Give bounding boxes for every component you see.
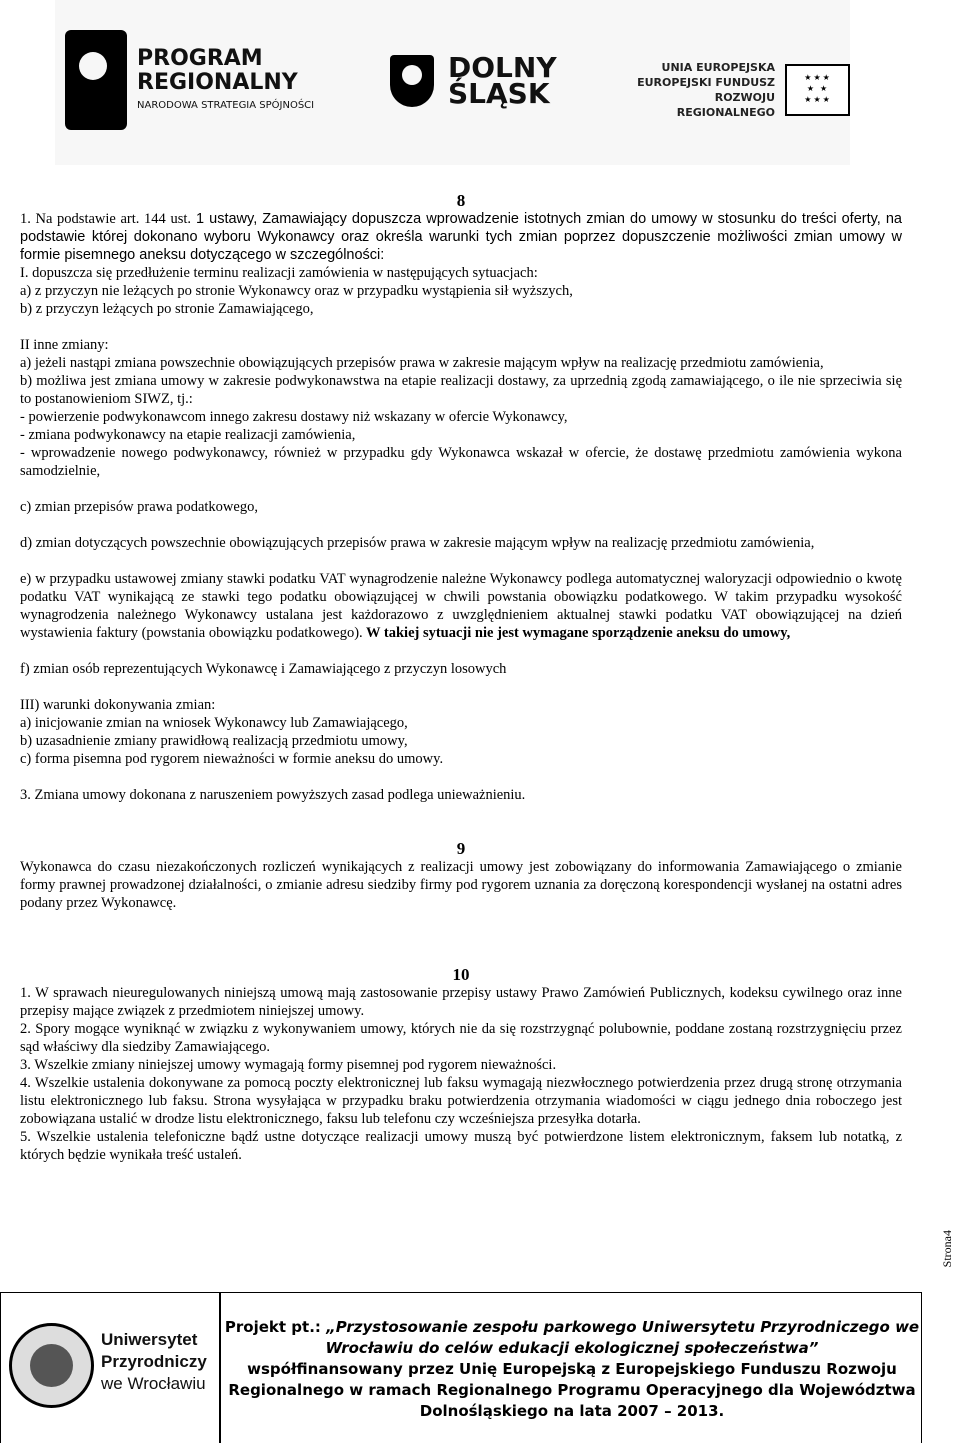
logo1-line1: PROGRAM (137, 46, 263, 71)
section-10-point: 1. W sprawach nieuregulowanych niniejszą umową mają zastosowanie przepisy ustawy Prawo Zamówień Publicznych, kodeksu cywilnego oraz inne przepisy mające związek z przedmiotem niniejszej umowy. (20, 985, 902, 1019)
logo1-line2: REGIONALNY (137, 70, 298, 95)
s8-line: c) forma pisemna pod rygorem nieważności w formie aneksu do umowy. (20, 751, 444, 767)
s8-line: a) jeżeli nastąpi zmiana powszechnie obowiązujących przepisów prawa w zakresie mającym wpływ na realizację przedmiotu zamówienia, (20, 355, 824, 371)
logo2-line2: ŚLĄSK (448, 77, 550, 110)
footer-divider (219, 1293, 221, 1443)
s8-line: d) zmian dotyczących powszechnie obowiązujących przepisów prawa w zakresie mającym wpływ na realizację przedmiotu zamówienia, (20, 535, 815, 551)
logo2-line1: DOLNY (448, 51, 557, 84)
section-8-heading: 8 (456, 191, 466, 210)
section-10-point: 3. Wszelkie zmiany niniejszej umowy wymagają formy pisemnej pod rygorem nieważności. (20, 1057, 557, 1073)
s8-line: b) uzasadnienie zmiany prawidłową realizacją przedmiotu umowy, (20, 733, 408, 749)
page-number-label: Strona4 (940, 1230, 954, 1268)
s8-line: I. dopuszcza się przedłużenie terminu realizacji zamówienia w następujących sytuacjach: (20, 265, 538, 281)
section-10-point: 5. Wszelkie ustalenia telefoniczne bądź ustne dotyczące realizacji umowy muszą być potwierdzone listem elektronicznym, faksem lub notatką, z których będzie wynikała treść ustaleń. (20, 1129, 902, 1163)
project-funding: współfinansowany przez Unię Europejską z Europejskiego Funduszu Rozwoju Regionalnego w ramach Regionalnego Programu Operacyjnego dla Województwa Dolnośląskiego na lata 2007 – 2013. (228, 1360, 916, 1420)
section-9-paragraph: Wykonawca do czasu niezakończonych rozliczeń wynikających z realizacji umowy jest zobowiązany do informowania Zamawiającego o zmianie formy prawnej prowadzonej działalności, o zmianie adresu siedziby firmy pod rygorem uznania za doręczoną korespondencji wysłanej na ostatni adres podany przez Wykonawcę. (20, 859, 902, 911)
university-name-line2: Przyrodniczy (101, 1352, 207, 1371)
eu-flag-icon: ★ ★ ★ ★ ★ ★ ★ ★ (785, 64, 850, 116)
section-10-point: 2. Spory mogące wyniknąć w związku z wykonywaniem umowy, których nie da się rozstrzygnąć polubownie, poddane zostaną rozstrzygnięciu przez sąd właściwy dla siedziby Zamawiającego. (20, 1021, 902, 1055)
s8-line: - zmiana podwykonawcy na etapie realizacji zamówienia, (20, 427, 356, 443)
s8-vat-paragraph (20, 570, 902, 642)
section-8-point-1-start: 1. Na podstawie art. 144 ust. (20, 211, 191, 227)
s8-line: a) inicjowanie zmian na wniosek Wykonawcy lub Zamawiającego, (20, 715, 408, 731)
dolny-slask-logo (390, 51, 557, 110)
project-title: „Przystosowanie zespołu parkowego Uniwersytetu Przyrodniczego we Wrocławiu do celów edukacji ekologicznej społeczeństwa” (325, 1318, 920, 1357)
s8-vat-bold: W takiej sytuacji nie jest wymagane sporządzenie aneksu do umowy, (362, 625, 791, 641)
university-name-line1: Uniwersytet (101, 1330, 198, 1349)
logo3-line2: EUROPEJSKI FUNDUSZ (637, 76, 776, 89)
s8-line: - powierzenie podwykonawcom innego zakresu dostawy niż wskazany w ofercie Wykonawcy, (20, 409, 568, 425)
s8-line: II inne zmiany: (20, 337, 109, 353)
university-seal-icon (9, 1323, 94, 1408)
section-10-heading: 10 (452, 965, 470, 984)
document-body (20, 192, 902, 1164)
eu-logo (625, 60, 850, 120)
project-description (223, 1317, 921, 1422)
s8-vat-text: e) w przypadku ustawowej zmiany stawki podatku VAT wynagrodzenie należne Wykonawcy podlega automatycznej waloryzacji odpowiednio o kwotę podatku VAT wynikającą ze stawki tego podatku obowiązującej w chwili powstania obowiązku podatkowego. W takim przypadku wysokość wynagrodzenia należnego Wykonawcy ustalana jest każdorazowo z uwzględnieniem aktualnej stawki podatku VAT obowiązującej na dzień wystawienia faktury (powstania obowiązku podatkowego). (20, 571, 902, 641)
section-8-point-1 (20, 210, 902, 264)
footer (0, 1292, 922, 1443)
s8-line: a) z przyczyn nie leżących po stronie Wykonawcy oraz w przypadku wystąpienia sił wyższych, (20, 283, 573, 299)
s8-line: b) możliwa jest zmiana umowy w zakresie podwykonawstwa na etapie realizacji dostawy, za uprzednią zgodą zamawiającego, o ile nie sprzeciwia się to postanowieniom SIWZ, tj.: (20, 373, 902, 407)
section-9-heading: 9 (456, 839, 466, 858)
section-10-point: 4. Wszelkie ustalenia dokonywane za pomocą poczty elektronicznej lub faksu wymagają niezwłocznego potwierdzenia przez drugą stronę otrzymania listu elektronicznego lub faksu. Strona wysyłająca w przypadku braku potwierdzenia otrzymania wiadomości w ciągu jednego dnia roboczego jest zobowiązana ustalić w drodze listu elektronicznego, faksu lub telefonu czy wcześniejsza przesyłka dotarła. (20, 1075, 902, 1127)
program-regionalny-emblem-icon (65, 30, 127, 130)
logo1-line3: NARODOWA STRATEGIA SPÓJNOŚCI (137, 100, 315, 111)
logo3-line3: ROZWOJU REGIONALNEGO (676, 91, 776, 119)
s8-line: III) warunki dokonywania zmian: (20, 697, 216, 713)
section-8-point-1-rest: 1 ustawy, Zamawiający dopuszcza wprowadzenie istotnych zmian do umowy w stosunku do treści oferty, na podstawie której dokonano wyboru Wykonawcy oraz określa warunki tych zmian poprzez dopuszczenie możliwości zmian umowy w formie pisemnego aneksu dotyczącego w szczególności: (20, 211, 902, 263)
university-name (101, 1329, 207, 1395)
program-regionalny-logo (65, 30, 314, 130)
university-name-line3: we Wrocławiu (101, 1374, 206, 1393)
s8-line: b) z przyczyn leżących po stronie Zamawiającego, (20, 301, 314, 317)
s8-line: - wprowadzenie nowego podwykonawcy, również w przypadku gdy Wykonawca wskazał w ofercie, że dostawę przedmiotu zamówienia wykona samodzielnie, (20, 445, 902, 479)
s8-line: c) zmian przepisów prawa podatkowego, (20, 499, 258, 515)
s8-line: f) zmian osób reprezentujących Wykonawcę i Zamawiającego z przyczyn losowych (20, 661, 507, 677)
project-label: Projekt pt.: (224, 1318, 327, 1336)
logo3-line1: UNIA EUROPEJSKA (661, 61, 776, 74)
eagle-crest-icon (390, 55, 434, 107)
header-logos (55, 0, 850, 165)
s8-line: 3. Zmiana umowy dokonana z naruszeniem powyższych zasad podlega unieważnieniu. (20, 787, 526, 803)
